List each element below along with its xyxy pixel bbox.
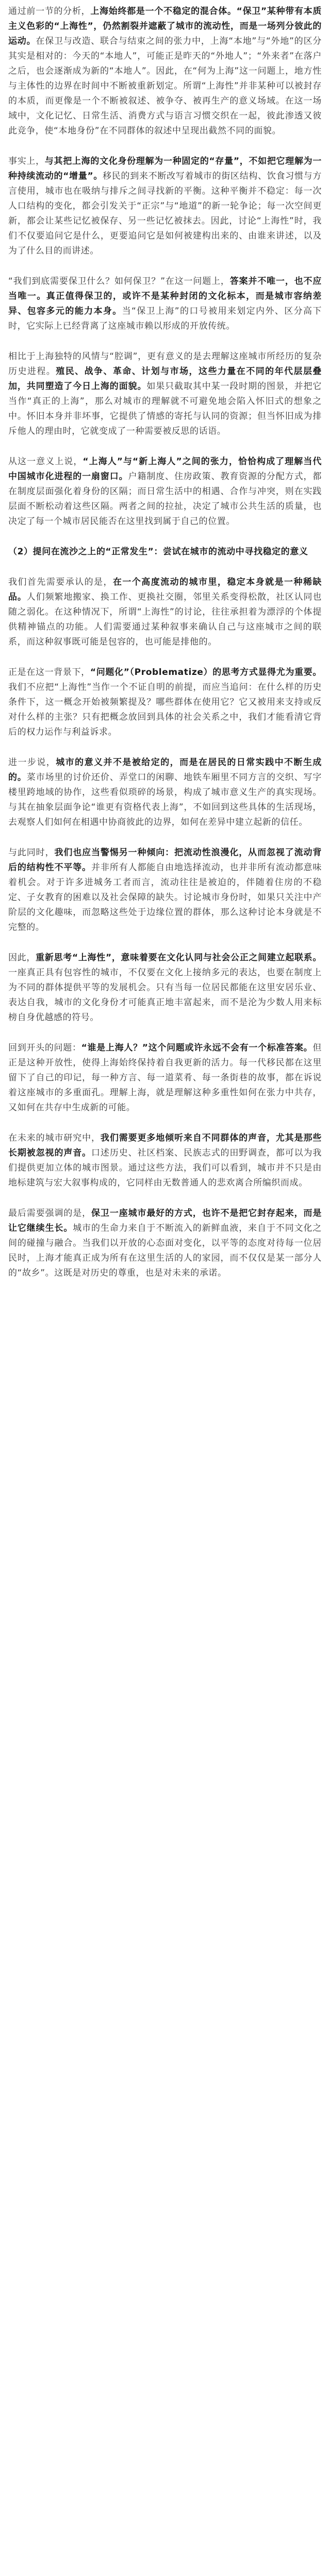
text: 在保卫与改造、联合与结束之间的张力中，上海“本地”与“外地”的区分其实是相对的：今天的“本地人”，可能正是昨天的“外地人”；“外来者”在落户之后，也会逐渐成为新的“本地人”。因此，在“何为上海”这一问题上，地方性与主体性的边界在时间中不断被重新划定。所谓“上海性”并非某种可以被封存的本质，而更像是一个不断被叙述、被争夺、被再生产的意义场域。在这一场域中，文化记忆、日常生活、消费方式与语言习惯交织在一起，彼此渗透又彼此竞争，使“本地身份”在不同群体的叙述中呈现出截然不同的面貌。 xyxy=(8,36,322,136)
article-body xyxy=(8,4,322,2576)
text: 我们首先需要承认的是， xyxy=(8,577,113,587)
paragraph-group xyxy=(8,575,322,1281)
paragraph xyxy=(8,1206,322,1281)
text: 城市的生命力来自于不断流入的新鲜血液，来自于不同文化之间的碰撞与融合。当我们以开放的心态面对变化，以平等的态度对待每一位居民时，上海才能真正成为所有在这里生活的人的家园，而不仅仅是某一部分人的“故乡”。这既是对历史的尊重，也是对未来的承诺。 xyxy=(8,1223,322,1278)
text: 但正是这种开放性，使得上海始终保持着自我更新的活力。每一代移民都在这里留下了自己的印记，每一种方言、每一道菜肴、每一条街巷的故事，都在诉说着这座城市的多重面孔。理解上海，就是理解这种多重性如何在张力中共存，又如何在共存中生成新的可能。 xyxy=(8,1043,322,1113)
paragraph xyxy=(8,349,322,439)
paragraph-group xyxy=(8,4,322,529)
paragraph xyxy=(8,951,322,1025)
bold-text: 殖民、战争、革命、计划与市场，这些力量在不同的年代层层叠加，共同塑造了今日上海的面貌。 xyxy=(8,366,322,392)
text: 从这一意义上说， xyxy=(8,456,83,467)
paragraph xyxy=(8,454,322,529)
text: 事实上， xyxy=(8,156,45,166)
text: 与此同时， xyxy=(8,848,55,858)
bold-text: “问题化”（Problematize）的思考方式显得尤为重要。 xyxy=(90,667,322,677)
bold-text: 我们需要更多地倾听来自不同群体的声音，尤其是那些长期被忽视的声音。 xyxy=(8,1133,322,1158)
section-heading: （2）提问在流沙之上的“正常发生”：尝试在城市的流动中寻找稳定的意义 xyxy=(8,547,308,557)
bold-text: 我们也应当警惕另一种倾向：把流动性浪漫化，从而忽视了流动背后的结构性不平等。 xyxy=(8,848,322,873)
text: 一座真正具有包容性的城市，不仅要在文化上接纳多元的表达，也要在制度上为不同的群体提供平等的发展机会。只有当每一位居民都能在这里安居乐业、表达自我，城市的文化身份才可能真正地丰富起来，而不是沦为少数人用来标榜自身优越感的符号。 xyxy=(8,968,322,1023)
text: 口述历史、社区档案、民族志式的田野调查，都可以为我们提供更加立体的城市图景。通过这些方法，我们可以看到，城市并不只是由地标建筑与宏大叙事构成的，它同样由无数普通人的悲欢离合所编织而成。 xyxy=(8,1148,322,1188)
text: 并非所有人都能自由地选择流动，也并非所有流动都意味着机会。对于许多进城务工者而言，流动往往是被迫的，伴随着住房的不稳定、子女教育的困难以及社会保障的缺失。讨论城市身份时，如果只关注中产阶层的文化趣味，而忽略这些处于边缘位置的群体，那么这种讨论本身就是不完整的。 xyxy=(8,862,322,933)
text: “我们到底需要保卫什么？如何保卫？”在这一问题上， xyxy=(8,276,230,286)
text: 我们不应把“上海性”当作一个不证自明的前提，而应当追问：在什么样的历史条件下，这一概念开始被频繁提及？哪些群体在使用它？它又被用来支持或反对什么样的主张？只有把概念放回到具体的社会关系之中，我们才能看清它背后的权力运作与利益诉求。 xyxy=(8,682,322,737)
text: 户籍制度、住房政策、教育资源的分配方式，都在制度层面强化着身份的区隔；而日常生活中的相遇、合作与冲突，则在实践层面不断松动着这些区隔。两者之间的拉扯，决定了城市公共生活的质量，也决定了每一个城市居民能否在这里找到属于自己的位置。 xyxy=(8,471,322,527)
paragraph xyxy=(8,1041,322,1115)
text: 正是在这一背景下， xyxy=(8,667,90,677)
paragraph xyxy=(8,154,322,259)
paragraph xyxy=(8,4,322,139)
bold-text: 城市的意义并不是被给定的，而是在居民的日常实践中不断生成的。 xyxy=(8,757,322,783)
text: 相比于上海独特的风情与“腔调”，更有意义的是去理解这座城市所经历的复杂历史进程。 xyxy=(8,351,322,377)
bold-text: “谁是上海人？”这个问题或许永远不会有一个标准答案。 xyxy=(81,1043,313,1053)
paragraph xyxy=(8,1131,322,1191)
paragraph xyxy=(8,575,322,650)
text: 进一步说， xyxy=(8,757,56,768)
text: 在未来的城市研究中， xyxy=(8,1133,101,1143)
bold-text: 答案并不唯一，也不应当唯一。真正值得保卫的，或许不是某种封闭的文化标本，而是城市容纳差异、包容多元的能力本身。 xyxy=(8,276,322,316)
paragraph xyxy=(8,274,322,334)
text: 最后需要强调的是， xyxy=(8,1208,92,1218)
paragraph xyxy=(8,845,322,935)
text: 移民的到来不断改写着城市的街区结构、饮食习惯与方言使用，城市也在吸纳与排斥之间寻找新的平衡。这种平衡并不稳定：每一次人口结构的变化，都会引发关于“正宗”与“地道”的新一轮争论；每一次空间更新，都会让某些记忆被保存、另一些记忆被抹去。因此，讨论“上海性”时，我们不仅要追问它是什么，更要追问它是如何被建构出来的、由谁来讲述，以及为了什么目的而讲述。 xyxy=(8,171,322,256)
text: 人们频繁地搬家、换工作、更换社交圈，邻里关系变得松散，社区认同也随之弱化。在这种情况下，所谓“上海性”的讨论，往往承担着为漂浮的个体提供精神锚点的功能。人们需要通过某种叙事来确认自己与这座城市之间的联系，而这种叙事既可能是包容的，也可能是排他的。 xyxy=(8,592,322,647)
text: 因此， xyxy=(8,953,36,963)
bold-text: 上海始终都是一个不稳定的混合体。“保卫”某种带有本质主义色彩的“上海性”，仍然割裂并遮蔽了城市的流动性，而是一场列分彼此的运动。 xyxy=(8,6,322,46)
paragraph xyxy=(8,665,322,740)
bold-text: 保卫一座城市最好的方式，也许不是把它封存起来，而是让它继续生长。 xyxy=(8,1208,322,1233)
bold-text: 与其把上海的文化身份理解为一种固定的“存量”，不如把它理解为一种持续流动的“增量”。 xyxy=(8,156,322,181)
text: 如果只截取其中某一段时期的图景，并把它当作“真正的上海”，那么对城市的理解就不可避免地会陷入怀旧式的想象之中。怀旧本身并非坏事，它提供了情感的寄托与认同的资源；但当怀旧成为排斥他人的理由时，它就变成了一种需要被反思的话语。 xyxy=(8,381,322,436)
text: 当“保卫上海”的口号被用来划定内外、区分高下时，它实际上已经背离了这座城市赖以形成的开放传统。 xyxy=(8,306,322,331)
bold-text: 在一个高度流动的城市里，稳定本身就是一种稀缺品。 xyxy=(8,577,322,602)
bold-text: 重新思考“上海性”，意味着要在文化认同与社会公正之间建立起联系。 xyxy=(36,953,322,963)
text: 菜市场里的讨价还价、弄堂口的闲聊、地铁车厢里不同方言的交织、写字楼里跨地域的协作，这些看似琐碎的场景，构成了城市意义生产的真实现场。与其在抽象层面争论“谁更有资格代表上海”，不如回到这些具体的生活现场，去观察人们如何在相遇中协商彼此的边界，如何在差异中建立起新的信任。 xyxy=(8,772,322,827)
paragraph xyxy=(8,755,322,830)
text: 通过前一节的分析， xyxy=(8,6,91,16)
text: 回到开头的问题： xyxy=(8,1043,81,1053)
bold-text: “上海人”与“新上海人”之间的张力，恰恰构成了理解当代中国城市化进程的一扇窗口。 xyxy=(8,456,322,482)
